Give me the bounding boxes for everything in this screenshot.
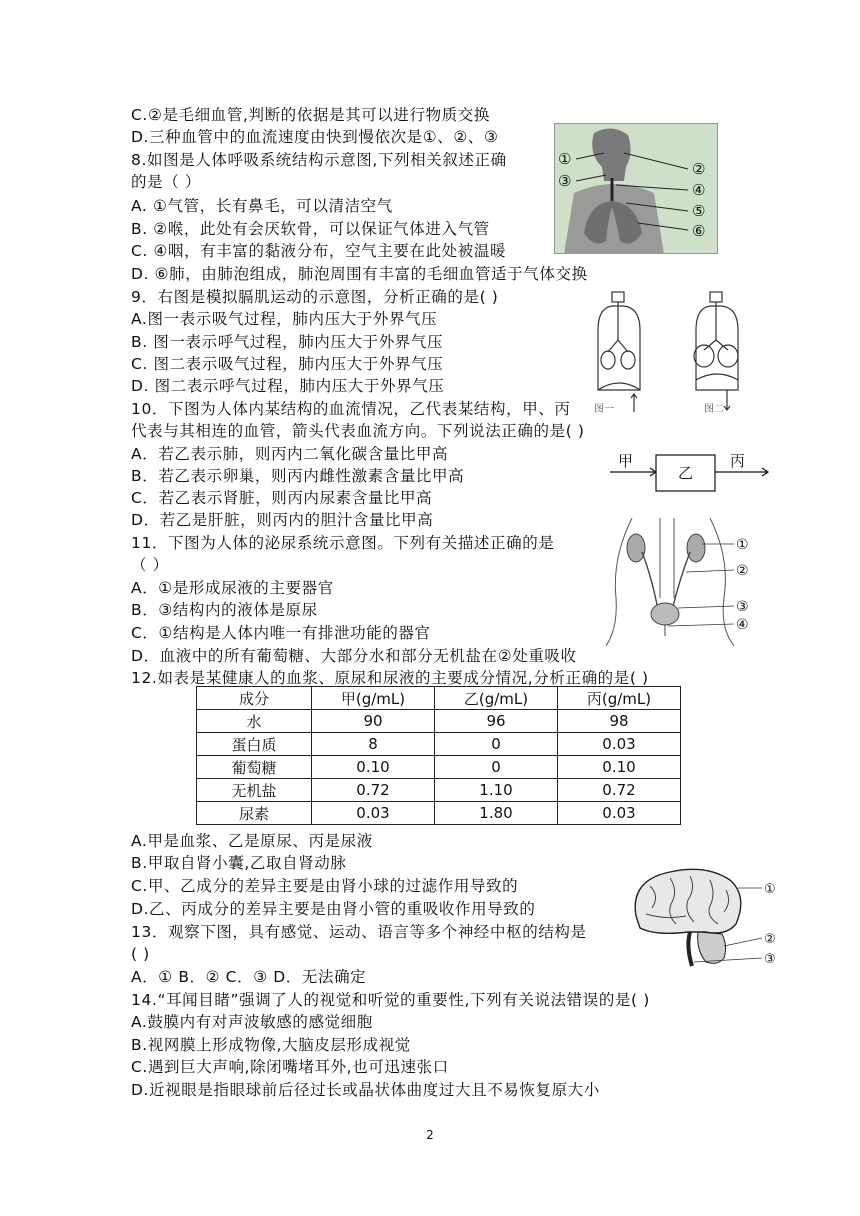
text-line: B. 图一表示呼气过程，肺内压大于外界气压 bbox=[131, 333, 444, 351]
table-cell: 葡萄糖 bbox=[197, 756, 312, 779]
bell-jar-figure bbox=[590, 290, 760, 418]
text-line: 10．下图为人体内某结构的血流情况，乙代表某结构，甲、丙 bbox=[131, 400, 571, 418]
table-cell: 0.03 bbox=[312, 802, 435, 825]
urinary-label-2: ② bbox=[736, 563, 749, 579]
table-cell: 0.03 bbox=[558, 802, 681, 825]
text-line: A.图一表示吸气过程，肺内压大于外界气压 bbox=[131, 310, 438, 328]
text-line: ( ) bbox=[131, 945, 150, 963]
table-row bbox=[197, 802, 681, 825]
text-line: A.鼓膜内有对声波敏感的感觉细胞 bbox=[131, 1013, 373, 1031]
text-line: C．①结构是人体内唯一有排泄功能的器官 bbox=[131, 624, 431, 642]
urinary-label-1: ① bbox=[736, 537, 749, 553]
table-cell: 0.72 bbox=[558, 779, 681, 802]
resp-label-2: ② bbox=[692, 160, 706, 178]
urinary-label-3: ③ bbox=[736, 599, 749, 615]
text-line: D. 图二表示呼气过程，肺内压大于外界气压 bbox=[131, 377, 445, 395]
text-line: D．血液中的所有葡萄糖、大部分水和部分无机盐在②处重吸收 bbox=[131, 647, 577, 665]
brain-label-2: ② bbox=[764, 932, 776, 947]
table-cell: 90 bbox=[312, 710, 435, 733]
page-number: 2 bbox=[426, 1128, 434, 1142]
table-header-cell: 乙(g/mL) bbox=[435, 687, 558, 710]
text-line: C.②是毛细血管,判断的依据是其可以进行物质交换 bbox=[131, 106, 490, 124]
bell-jar-caption-2: 图二 bbox=[704, 404, 724, 415]
text-line: 8.如图是人体呼吸系统结构示意图,下列相关叙述正确 bbox=[131, 151, 507, 169]
flow-left: 甲 bbox=[618, 452, 634, 470]
resp-label-5: ⑤ bbox=[692, 202, 706, 220]
text-line: B.甲取自肾小囊,乙取自肾动脉 bbox=[131, 854, 347, 872]
text-line: A．①是形成尿液的主要器官 bbox=[131, 579, 334, 597]
flow-right: 丙 bbox=[730, 452, 746, 470]
table-cell: 蛋白质 bbox=[197, 733, 312, 756]
bell-jar-caption-1: 图一 bbox=[594, 404, 614, 415]
table-cell: 0.03 bbox=[558, 733, 681, 756]
composition-table bbox=[196, 686, 681, 825]
resp-label-3: ③ bbox=[558, 172, 572, 190]
table-cell: 0.72 bbox=[312, 779, 435, 802]
text-line: B．若乙表示卵巢，则丙内雌性激素含量比甲高 bbox=[131, 467, 465, 485]
text-line: A．若乙表示肺，则丙内二氧化碳含量比甲高 bbox=[131, 445, 449, 463]
table-row bbox=[197, 733, 681, 756]
brain-figure bbox=[626, 866, 786, 970]
text-line: 12.如表是某健康人的血浆、原尿和尿液的主要成分情况,分析正确的是( ) bbox=[131, 669, 649, 687]
text-line: （ ） bbox=[131, 556, 169, 574]
text-line: A．① B．② C．③ D．无法确定 bbox=[131, 968, 367, 986]
text-line: C. 图二表示吸气过程，肺内压大于外界气压 bbox=[131, 355, 444, 373]
table-header-cell: 丙(g/mL) bbox=[558, 687, 681, 710]
table-cell: 98 bbox=[558, 710, 681, 733]
table-row bbox=[197, 756, 681, 779]
urinary-label-4: ④ bbox=[736, 617, 749, 633]
table-cell: 0.10 bbox=[558, 756, 681, 779]
table-cell: 0.10 bbox=[312, 756, 435, 779]
text-line: C. ④咽，有丰富的黏液分布，空气主要在此处被温暖 bbox=[131, 242, 507, 260]
table-row bbox=[197, 710, 681, 733]
text-line: C．若乙表示肾脏，则丙内尿素含量比甲高 bbox=[131, 489, 433, 507]
table-row bbox=[197, 779, 681, 802]
text-line: D．若乙是肝脏，则丙内的胆汁含量比甲高 bbox=[131, 511, 434, 529]
table-cell: 水 bbox=[197, 710, 312, 733]
table-cell: 0 bbox=[435, 733, 558, 756]
text-line: 13．观察下图，具有感觉、运动、语言等多个神经中枢的结构是 bbox=[131, 923, 587, 941]
text-line: 11．下图为人体的泌尿系统示意图。下列有关描述正确的是 bbox=[131, 534, 555, 552]
urinary-system-figure bbox=[602, 518, 782, 646]
text-line: A.甲是血浆、乙是原尿、丙是尿液 bbox=[131, 832, 373, 850]
table-cell: 96 bbox=[435, 710, 558, 733]
text-line: D.乙、丙成分的差异主要是由肾小管的重吸收作用导致的 bbox=[131, 900, 536, 918]
table-cell: 尿素 bbox=[197, 802, 312, 825]
blood-flow-diagram bbox=[600, 450, 770, 496]
text-line: B. ②喉，此处有会厌软骨，可以保证气体进入气管 bbox=[131, 220, 490, 238]
table-cell: 1.80 bbox=[435, 802, 558, 825]
resp-label-1: ① bbox=[558, 150, 572, 168]
text-line: D.三种血管中的血流速度由快到慢依次是①、②、③ bbox=[131, 128, 499, 146]
table-cell: 1.10 bbox=[435, 779, 558, 802]
text-line: B．③结构内的液体是原尿 bbox=[131, 601, 318, 619]
table-header-cell: 甲(g/mL) bbox=[312, 687, 435, 710]
text-line: 的是（ ） bbox=[131, 173, 201, 191]
flow-box: 乙 bbox=[678, 464, 694, 482]
brain-label-1: ① bbox=[764, 882, 776, 897]
text-line: B.视网膜上形成物像,大脑皮层形成视觉 bbox=[131, 1036, 411, 1054]
text-line: 9．右图是模拟膈肌运动的示意图，分析正确的是( ) bbox=[131, 288, 499, 306]
text-line: D.近视眼是指眼球前后径过长或晶状体曲度过大且不易恢复原大小 bbox=[131, 1081, 600, 1099]
text-line: 14.“耳闻目睹”强调了人的视觉和听觉的重要性,下列有关说法错误的是( ) bbox=[131, 991, 650, 1009]
text-line: D. ⑥肺，由肺泡组成，肺泡周围有丰富的毛细血管适于气体交换 bbox=[131, 265, 588, 283]
table-cell: 无机盐 bbox=[197, 779, 312, 802]
table-header-cell: 成分 bbox=[197, 687, 312, 710]
text-line: C.遇到巨大声响,除闭嘴堵耳外,也可迅速张口 bbox=[131, 1058, 449, 1076]
brain-label-3: ③ bbox=[764, 952, 776, 967]
text-line: A. ①气管，长有鼻毛，可以清洁空气 bbox=[131, 197, 393, 215]
respiratory-system-figure bbox=[554, 123, 718, 254]
resp-label-6: ⑥ bbox=[692, 222, 706, 240]
table-cell: 8 bbox=[312, 733, 435, 756]
table-cell: 0 bbox=[435, 756, 558, 779]
resp-label-4: ④ bbox=[692, 181, 706, 199]
text-line: 代表与其相连的血管，箭头代表血流方向。下列说法正确的是( ) bbox=[131, 422, 585, 440]
table-header-row bbox=[197, 687, 681, 710]
text-line: C.甲、乙成分的差异主要是由肾小球的过滤作用导致的 bbox=[131, 877, 519, 895]
